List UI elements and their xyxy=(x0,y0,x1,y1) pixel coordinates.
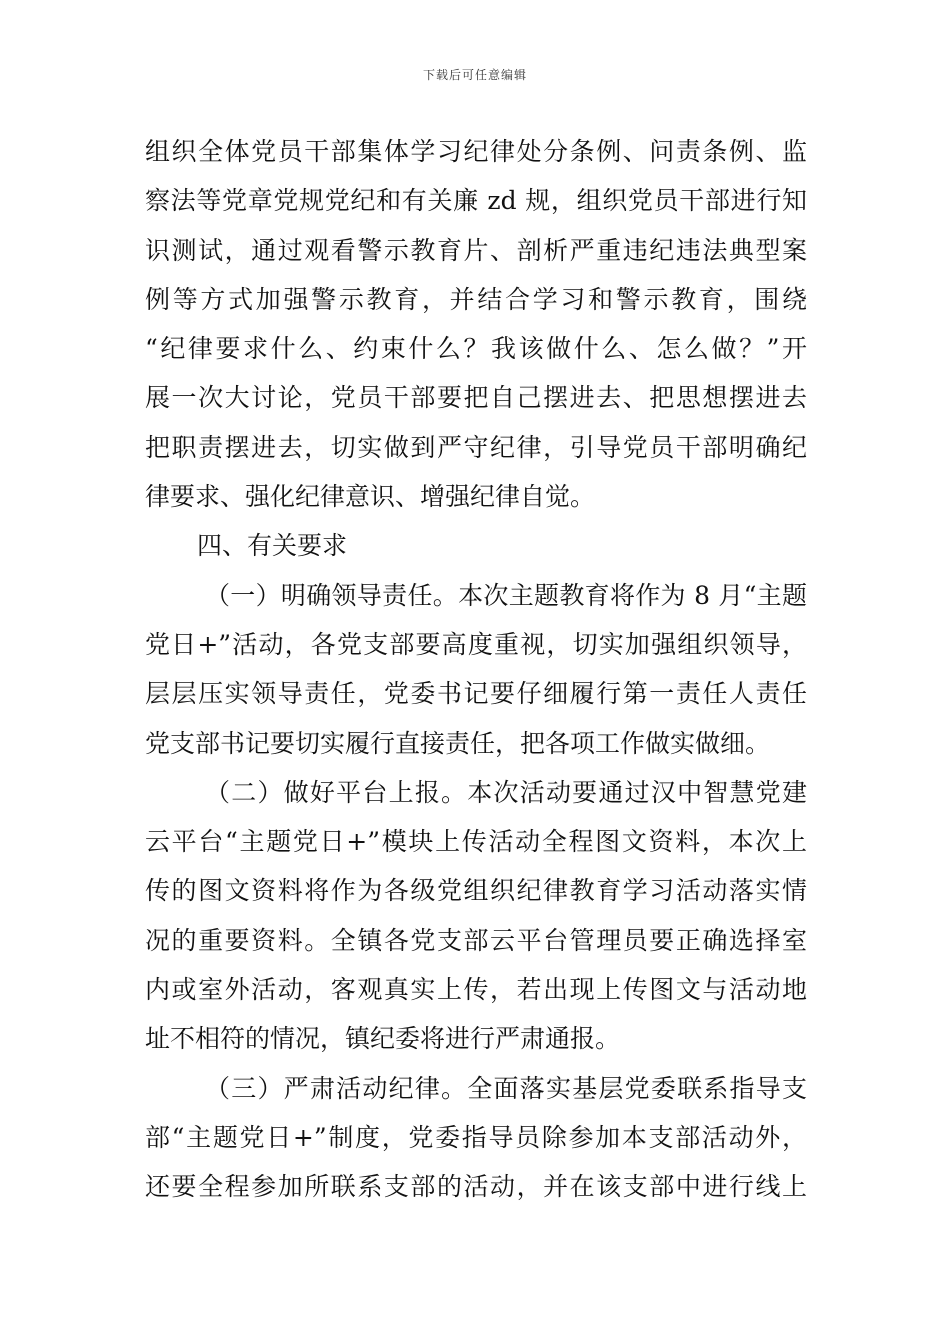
paragraph-line: （三）严肃活动纪律。全面落实基层党委联系指导支 xyxy=(205,1073,807,1103)
paragraph-line: 例等方式加强警示教育，并结合学习和警示教育，围绕 xyxy=(145,284,807,314)
paragraph-line: 展一次大讨论，党员干部要把自己摆进去、把思想摆进去 xyxy=(145,383,807,413)
page-header: 下载后可任意编辑 xyxy=(422,68,527,82)
paragraph-line: 党日+”活动，各党支部要高度重视，切实加强组织领导， xyxy=(145,629,807,659)
paragraph-line: （二）做好平台上报。本次活动要通过汉中智慧党建 xyxy=(205,777,807,807)
paragraph-line: 组织全体党员干部集体学习纪律处分条例、问责条例、监 xyxy=(145,137,807,166)
section-heading: 四、有关要求 xyxy=(197,531,348,561)
paragraph-line: “纪律要求什么、约束什么？我该做什么、怎么做？”开 xyxy=(145,334,807,364)
paragraph-line: 云平台“主题党日+”模块上传活动全程图文资料，本次上 xyxy=(145,827,807,857)
paragraph-line: 址不相符的情况，镇纪委将进行严肃通报。 xyxy=(145,1024,621,1054)
paragraph-line: 察法等党章党规党纪和有关廉 zd 规，组织党员干部进行知 xyxy=(145,186,807,216)
paragraph-line: 层层压实领导责任，党委书记要仔细履行第一责任人责任 xyxy=(145,679,807,709)
paragraph-line: 还要全程参加所联系支部的活动，并在该支部中进行线上 xyxy=(145,1172,807,1202)
paragraph-line: 党支部书记要切实履行直接责任，把各项工作做实做细。 xyxy=(145,728,771,758)
document-body xyxy=(145,127,807,1212)
paragraph-line: （一）明确领导责任。本次主题教育将作为 8 月“主题 xyxy=(205,580,807,610)
paragraph-line: 把职责摆进去，切实做到严守纪律，引导党员干部明确纪 xyxy=(145,432,807,462)
paragraph-line: 部“主题党日+”制度，党委指导员除参加本支部活动外， xyxy=(145,1122,807,1152)
paragraph-line: 传的图文资料将作为各级党组织纪律教育学习活动落实情 xyxy=(145,876,807,906)
paragraph-line: 况的重要资料。全镇各党支部云平台管理员要正确选择室 xyxy=(145,925,807,955)
paragraph-line: 律要求、强化纪律意识、增强纪律自觉。 xyxy=(145,482,596,512)
paragraph-line: 内或室外活动，客观真实上传，若出现上传图文与活动地 xyxy=(145,975,807,1005)
paragraph-line: 识测试，通过观看警示教育片、剖析严重违纪违法典型案 xyxy=(145,235,807,265)
